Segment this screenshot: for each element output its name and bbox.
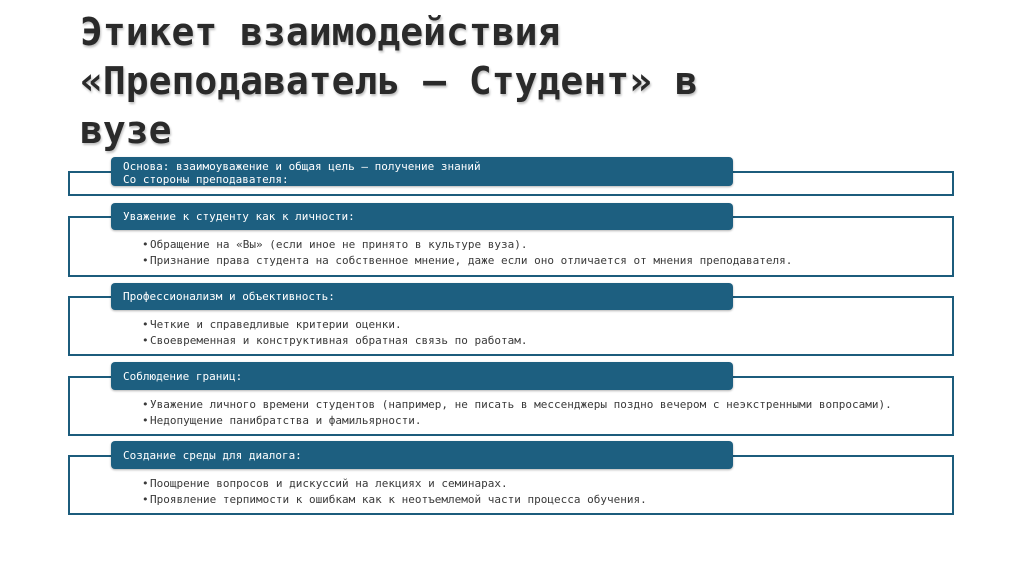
section-header-boundaries (111, 362, 733, 390)
title-line-1: Этикет взаимодействия (80, 10, 561, 54)
section-header-professionalism (111, 283, 733, 310)
list-item: • Обращение на «Вы» (если иное не принято в культуре вуза). (142, 238, 932, 251)
title-line-3: вузе (80, 108, 172, 152)
section-header-line: Уважение к студенту как к личности: (123, 210, 355, 223)
page-title (80, 8, 980, 155)
list-item: • Уважение личного времени студентов (например, не писать в мессенджеры поздно вечером с неэкстренными вопросами). (142, 398, 932, 411)
section-header-respect (111, 203, 733, 230)
list-item: • Поощрение вопросов и дискуссий на лекциях и семинарах. (142, 477, 932, 490)
list-item: • Проявление терпимости к ошибкам как к неотъемлемой части процесса обучения. (142, 493, 932, 506)
section-header-line: Основа: взаимоуважение и общая цель — получение знаний (123, 160, 481, 173)
section-header-line: Создание среды для диалога: (123, 448, 302, 462)
bullet-list (142, 318, 932, 350)
list-item: • Четкие и справедливые критерии оценки. (142, 318, 932, 331)
bullet-list (142, 238, 932, 270)
bullet-list (142, 477, 932, 509)
section-header-basis (111, 157, 733, 186)
title-line-2: «Преподаватель – Студент» в (80, 59, 698, 103)
section-header-dialogue (111, 441, 733, 469)
list-item: • Недопущение панибратства и фамильярности. (142, 414, 932, 427)
list-item: • Своевременная и конструктивная обратная связь по работам. (142, 334, 932, 347)
section-header-line: Профессионализм и объективность: (123, 290, 335, 303)
section-header-line: Соблюдение границ: (123, 369, 243, 383)
list-item: • Признание права студента на собственное мнение, даже если оно отличается от мнения преподавателя. (142, 254, 932, 267)
bullet-list (142, 398, 932, 430)
section-header-line: Со стороны преподавателя: (123, 173, 289, 186)
